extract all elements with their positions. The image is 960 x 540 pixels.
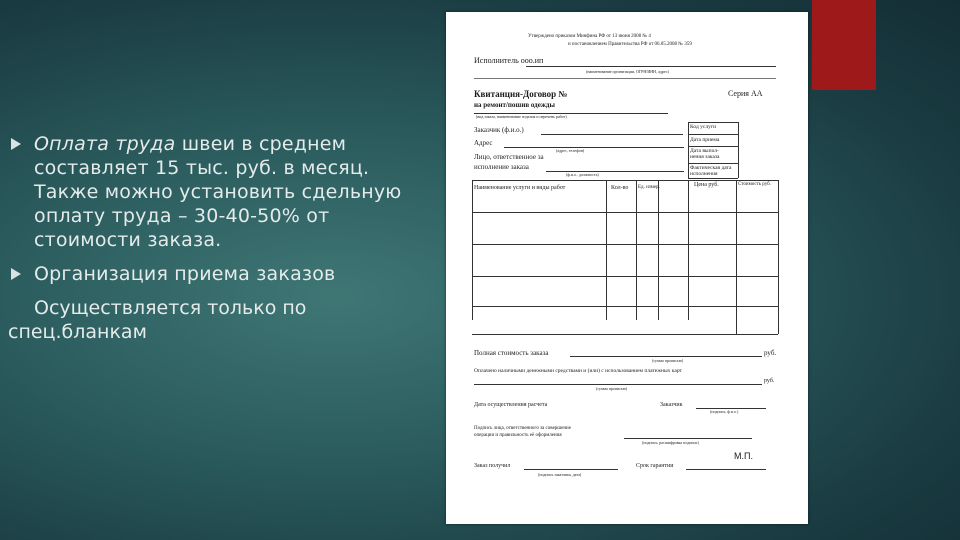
executor-label: Исполнитель ооо.ип bbox=[474, 56, 544, 65]
bullet-1-text: Оплата труда швеи в среднем составляет 15 тыс. руб. в месяц. Также можно установить сдельную оплату труда – 30-40-50% от стоимости заказа. bbox=[34, 133, 402, 251]
red-accent-bar bbox=[812, 0, 876, 90]
bullet-1-italic: Оплата труда bbox=[34, 133, 176, 155]
bullet-arrow-icon bbox=[10, 138, 22, 150]
receipt-form-image: Утверждено приказом Минфина РФ от 13 июня 2008 № 4 и постановлением Правительства РФ от 06.05.2008 № 359 Исполнитель ооо.ип (наименование организации, ОГРН/ИНН, адрес) Квитанция-Договор № Серия АА на ремонт/пошив одежды (вид заказа, наименование изделия и перечень работ) Заказчик (ф.и.о.) Адрес (адрес, телефон) Лицо, ответственное за исполнение заказа (ф.и.о., должность) Код услуги Дата приема Дата выпол- нения заказа Фактическая дата исполнения Наименование услуги и виды работ Кол-во Ед. измер. Цена руб. Стоимость руб. Полная стоимость заказа руб. (сумма прописью) Оплачено наличными денежными средствами и (или) с использованием платежных карт руб. (сумма прописью) Дата осуществления расчета Заказчик (подпись, ф.и.о.) Подпись лица, ответственного за совершение операции и правильность её оформления (подпись, расшифровка подписи) М.П. Заказ получил (подпись заказчика, дата) Срок гарантии bbox=[446, 12, 808, 524]
bullet-arrow-icon bbox=[10, 268, 22, 280]
plain-paragraph: Осуществляется только по спец.бланкам bbox=[8, 297, 307, 343]
form-series: Серия АА bbox=[728, 89, 763, 98]
stamp-label: М.П. bbox=[734, 451, 753, 461]
slide-text-area bbox=[0, 0, 440, 540]
bullet-2-text: Организация приема заказов bbox=[34, 263, 336, 285]
form-title: Квитанция-Договор № bbox=[474, 89, 568, 99]
